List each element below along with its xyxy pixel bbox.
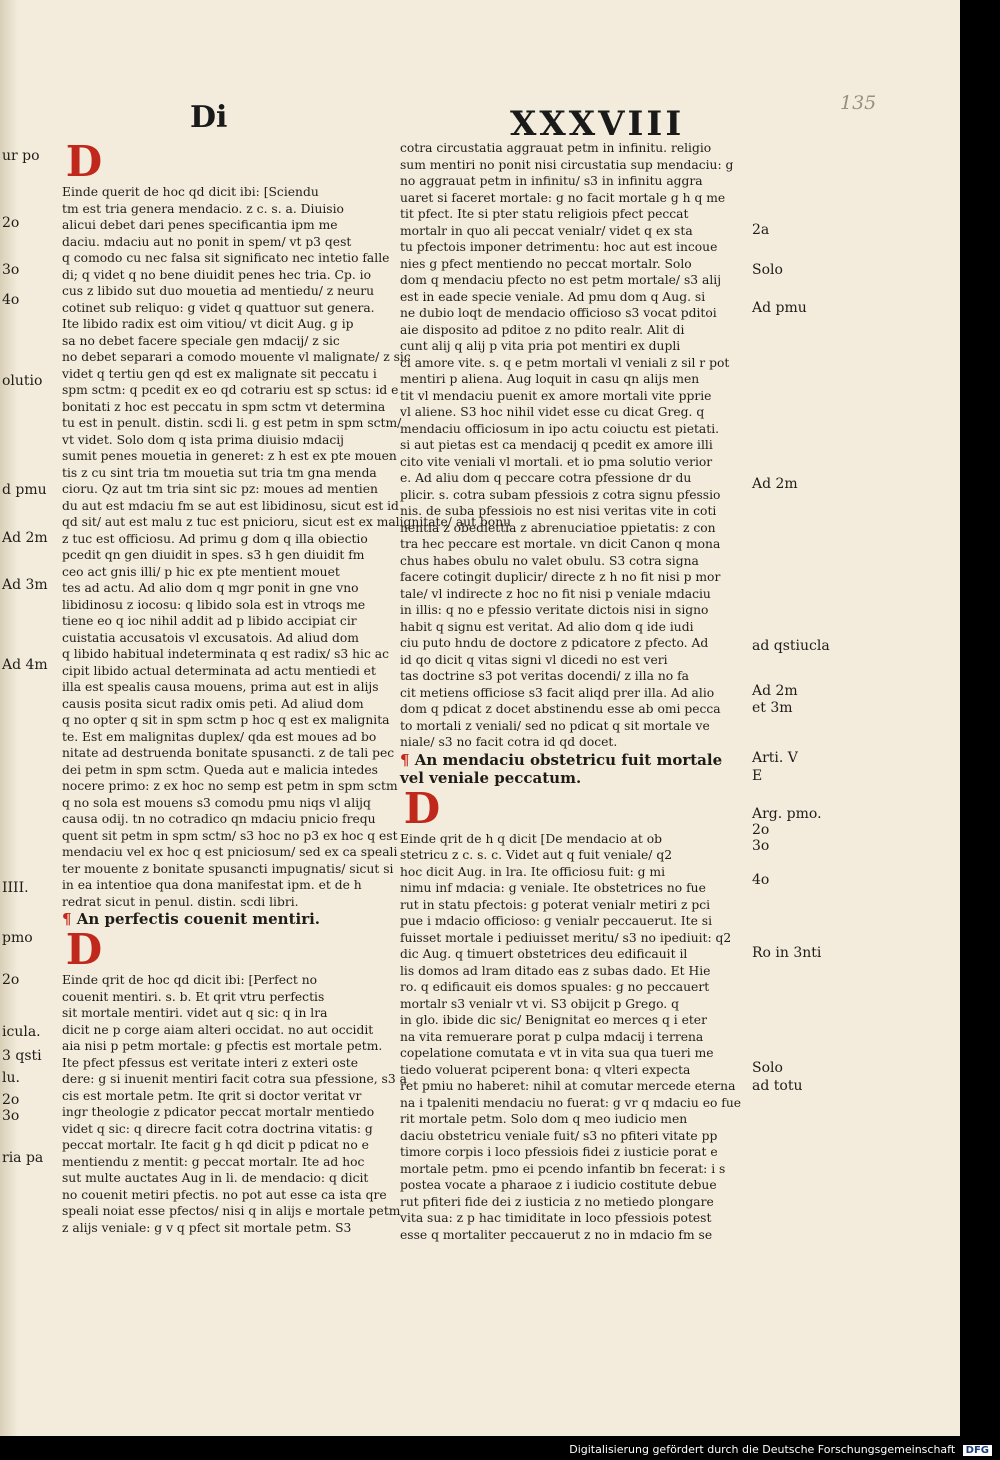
- running-head: Di: [190, 100, 228, 135]
- text-line: z alijs veniale: g v q pfect sit mortale petm. S3: [62, 1220, 352, 1235]
- right-paragraph-1-lines: [400, 140, 745, 751]
- text-line: ci amore vite. s. q e petm mortali vl veniali z sil r pot: [400, 355, 730, 370]
- text-line: z tuc est officiosu. Ad primu g dom q illa obiectio: [62, 531, 368, 546]
- text-line: est in eade specie veniale. Ad pmu dom q Aug. si: [400, 289, 706, 304]
- text-line: vl aliene. S3 hoc nihil videt esse cu dicat Greg. q: [400, 405, 705, 419]
- folio-number: XXXVIII: [510, 104, 685, 144]
- red-initial: D: [65, 925, 103, 974]
- text-line: ciu puto hndu de doctore z pdicatore z pfecto. Ad: [400, 636, 709, 650]
- margin-note: Ad 4m: [2, 657, 48, 673]
- text-line: pcedit qn gen diuidit in spes. s3 h gen diuidit fm: [62, 548, 365, 562]
- right-paragraph-2: [400, 783, 745, 1244]
- margin-note: ur po: [2, 148, 40, 164]
- text-line: tes ad actu. Ad alio dom q mgr ponit in gne vno: [62, 581, 359, 595]
- text-line: no couenit metiri pfectis. no pot aut esse ca ista qre: [62, 1187, 387, 1202]
- text-line: chus habes obulu no valet obulu. S3 cotra signa: [400, 553, 699, 568]
- text-line: cunt alij q alij p vita pria pot mentiri ex dupli: [400, 339, 681, 353]
- text-line: cis est mortale petm. Ite qrit si doctor veritat vr: [62, 1088, 362, 1103]
- credit-text: Digitalisierung gefördert durch die Deutsche Forschungsgemeinschaft: [569, 1443, 956, 1456]
- margin-note: ad qstiucla: [752, 638, 830, 654]
- text-line: q libido habitual indeterminata q est radix/ s3 hic ac: [62, 647, 389, 661]
- margin-note: Arti. V: [752, 750, 798, 766]
- left-paragraph-2: [62, 925, 407, 1236]
- text-line: uaret si faceret mortale: g no facit mortale g h q me: [400, 190, 726, 205]
- text-line: cotinet sub reliquo: g videt q quattuor sut genera.: [62, 300, 375, 315]
- red-initial: D: [403, 783, 441, 833]
- text-line: cito vite veniali vl mortali. et io pma solutio verior: [400, 454, 713, 469]
- text-line: mendaciu vel ex hoc q est pniciosum/ sed ex ca speali: [62, 845, 398, 859]
- left-question-heading-text: An perfectis couenit mentiri.: [76, 910, 321, 928]
- text-line: plicir. s. cotra subam pfessiois z cotra signu pfessio: [400, 487, 721, 502]
- text-line: tu est in penult. distin. scdi li. g est petm in spm sctm/: [62, 416, 402, 430]
- text-line: peccat mortalr. Ite facit g h qd dicit p pdicat no e: [62, 1138, 369, 1152]
- margin-note: icula.: [2, 1024, 41, 1040]
- text-line: in ea intentioe qua dona manifestat ipm. et de h: [62, 878, 362, 892]
- text-line: speali noiat esse pfectos/ nisi q in alijs e mortale petm: [62, 1204, 401, 1218]
- margin-note: Ro in 3nti: [752, 945, 822, 961]
- right-margin-notes: [752, 0, 842, 1436]
- text-line: cit metiens officiose s3 facit aliqd prer illa. Ad alio: [400, 685, 715, 700]
- margin-note: Ad pmu: [752, 300, 807, 316]
- text-line: dere: g si inuenit mentiri facit cotra sua pfessione, s3 a: [62, 1072, 407, 1086]
- text-line: sut multe auctates Aug in li. de mendacio: q dicit: [62, 1171, 369, 1185]
- text-line: daciu. mdaciu aut no ponit in spem/ vt p3 qest: [62, 234, 352, 249]
- margin-note: 4o: [2, 292, 20, 308]
- text-line: nocere primo: z ex hoc no semp est petm in spm sctm: [62, 779, 398, 793]
- text-line: vt videt. Solo dom q ista prima diuisio mdacij: [62, 432, 344, 447]
- text-line: q comodo cu nec falsa sit significato nec intetio falle: [62, 251, 390, 265]
- text-line: Einde querit de hoc qd dicit ibi: [Sciendu: [62, 185, 319, 199]
- text-line: ingr theologie z pdicator peccat mortalr mentiedo: [62, 1105, 375, 1119]
- text-line: nies g pfect mentiendo no peccat mortalr. Solo: [400, 256, 692, 271]
- text-line: tit vl mendaciu puenit ex amore mortali vite pprie: [400, 388, 712, 403]
- text-line: aia nisi p petm mortale: g pfectis est mortale petm.: [62, 1039, 383, 1053]
- text-line: dic Aug. q timuert obstetrices deu edificauit il: [400, 947, 688, 961]
- margin-note: d pmu: [2, 482, 47, 498]
- margin-note: Ad 3m: [2, 577, 48, 593]
- text-line: sa no debet facere speciale gen mdacij/ z sic: [62, 333, 340, 348]
- margin-note: 2o: [2, 1092, 20, 1108]
- text-line: mortalr s3 venialr vt vi. S3 obijcit p Grego. q: [400, 996, 679, 1011]
- text-line: timore corpis i loco pfessiois fidei z iusticie porat e: [400, 1145, 718, 1159]
- margin-note: ad totu: [752, 1078, 803, 1094]
- margin-note: Ad 2m: [752, 476, 798, 492]
- margin-note: et 3m: [752, 700, 793, 716]
- text-line: facere cotingit duplicir/ directe z h no fit nisi p mor: [400, 570, 721, 584]
- margin-note: Ad 2m: [752, 683, 798, 699]
- margin-note: Solo: [752, 262, 783, 278]
- margin-note: 3o: [2, 1108, 20, 1124]
- text-line: illa est spealis causa mouens, prima aut est in alijs: [62, 680, 379, 694]
- left-paragraph-2-lines: [62, 972, 407, 1236]
- text-line: causis posita sicut radix omis peti. Ad aliud dom: [62, 696, 364, 711]
- margin-note: Arg. pmo.: [752, 806, 822, 822]
- margin-note: IIII.: [2, 880, 29, 896]
- text-line: ne dubio loqt de mendacio officioso s3 vocat pditoi: [400, 306, 717, 320]
- text-line: quent sit petm in spm sctm/ s3 hoc no p3 ex hoc q est: [62, 828, 398, 843]
- text-line: sumit penes mouetia in generet: z h est ex pte mouen: [62, 449, 397, 463]
- text-line: niale/ s3 no facit cotra id qd docet.: [400, 735, 618, 749]
- margin-note: olutio: [2, 373, 43, 389]
- text-line: ceo act gnis illi/ p hic ex pte mentient mouet: [62, 564, 340, 579]
- text-line: qd sit/ aut est malu z tuc est pnicioru, sicut est ex malignitate/ aut bonu: [62, 515, 512, 529]
- text-line: tas doctrine s3 pot veritas docendi/ z illa no fa: [400, 669, 689, 683]
- text-line: dom q mendaciu pfecto no est petm mortale/ s3 alij: [400, 273, 722, 287]
- margin-note: Ad 2m: [2, 530, 48, 546]
- text-line: causa odij. tn no cotradico qn mdaciu pnicio frequ: [62, 812, 376, 826]
- text-line: postea vocate a pharaoe z i iudicio costitute debue: [400, 1178, 717, 1192]
- text-line: tra hec peccare est mortale. vn dicit Canon q mona: [400, 537, 721, 551]
- text-line: pue i mdacio officioso: g venialr peccauerut. Ite si: [400, 914, 713, 928]
- text-line: esse q mortaliter peccauerut z no in mdacio fm se: [400, 1227, 713, 1242]
- text-line: tis z cu sint tria tm mouetia sut tria tm gna menda: [62, 465, 377, 480]
- text-line: cotra circustatia aggrauat petm in infinitu. religio: [400, 141, 712, 155]
- text-line: cipit libido actual determinata ad actu mentiedi et: [62, 663, 376, 678]
- text-line: libidinosu z iocosu: q libido sola est in vtroqs me: [62, 597, 366, 612]
- text-line: Einde qrit de h q dicit [De mendacio at ob: [400, 831, 663, 846]
- margin-note: 3o: [752, 838, 770, 854]
- text-line: habit q signu est veritat. Ad alio dom q ide iudi: [400, 619, 694, 634]
- text-line: cuistatia accusatois vl excusatois. Ad aliud dom: [62, 630, 359, 645]
- text-line: tit pfect. Ite si pter statu religiois pfect peccat: [400, 207, 689, 221]
- text-line: sit mortale mentiri. videt aut q sic: q in lra: [62, 1006, 328, 1020]
- text-line: no aggrauat petm in infinitu/ s3 in infinitu aggra: [400, 174, 703, 188]
- text-line: q no opter q sit in spm sctm p hoc q est ex malignita: [62, 713, 390, 727]
- text-line: ro. q edificauit eis domos spuales: g no peccauert: [400, 980, 710, 994]
- text-line: Ite libido radix est oim vitiou/ vt dicit Aug. g ip: [62, 317, 354, 331]
- text-line: to mortali z veniali/ sed no pdicat q sit mortale ve: [400, 718, 710, 733]
- text-line: Einde qrit de hoc qd dicit ibi: [Perfect no: [62, 973, 318, 987]
- margin-note: lu.: [2, 1070, 20, 1086]
- right-article-heading-text: An mendaciu obstetricu fuit mortale vel veniale peccatum.: [400, 750, 723, 787]
- text-line: fuisset mortale i pediuisset meritu/ s3 no ipediuit: q2: [400, 930, 732, 945]
- text-line: mortalr in quo ali peccat venialr/ videt q ex sta: [400, 223, 693, 238]
- red-initial: D: [65, 137, 103, 186]
- text-line: q no sola est mouens s3 comodu pmu niqs vl alijq: [62, 795, 371, 810]
- text-line: no debet separari a comodo mouente vl malignate/ z sic: [62, 350, 411, 364]
- text-line: dei petm in spm sctm. Queda aut e malicia intedes: [62, 762, 378, 777]
- pilcrow-mark: ¶: [62, 910, 72, 928]
- left-margin-notes: [0, 0, 62, 1436]
- text-line: cioru. Qz aut tm tria sint sic pz: moues ad mentien: [62, 482, 378, 496]
- margin-note: 2a: [752, 222, 770, 238]
- right-paragraph-2-lines: [400, 831, 745, 1244]
- text-line: aie disposito ad pditoe z no pdito realr. Alit di: [400, 322, 685, 337]
- text-line: nis. de suba pfessiois no est nisi veritas vite in coti: [400, 504, 717, 518]
- margin-note: Solo: [752, 1060, 783, 1076]
- digitization-credit: [569, 1443, 992, 1456]
- margin-note: 2o: [2, 215, 20, 231]
- text-line: du aut est mdaciu fm se aut est libidinosu, sicut est id: [62, 498, 399, 513]
- text-line: tiedo voluerat pciperent bona: q vlteri expecta: [400, 1062, 691, 1077]
- text-line: e. Ad aliu dom q peccare cotra pfessione dr du: [400, 471, 692, 485]
- text-line: tale/ vl indirecte z hoc no fit nisi p veniale mdaciu: [400, 586, 711, 601]
- text-line: te. Est em malignitas duplex/ qda est moues ad bo: [62, 729, 377, 744]
- margin-note: 3 qsti: [2, 1048, 42, 1064]
- text-line: daciu obstetricu veniale fuit/ s3 no pfiteri vitate pp: [400, 1128, 718, 1143]
- text-line: tm est tria genera mendacio. z c. s. a. Diuisio: [62, 201, 344, 216]
- left-question-heading: [62, 910, 392, 928]
- text-line: couenit mentiri. s. b. Et qrit vtru perfectis: [62, 989, 325, 1004]
- margin-note: pmo: [2, 930, 33, 946]
- pilcrow-mark: ¶: [400, 750, 410, 769]
- text-line: rut in statu pfectois: g poterat venialr metiri z pci: [400, 897, 711, 912]
- text-line: si aut pietas est ca mendacij q pcedit ex amore illi: [400, 438, 713, 452]
- text-line: sum mentiri no ponit nisi circustatia sup mendaciu: g: [400, 157, 734, 172]
- text-line: mendaciu officiosum in ipo actu coiuctu est pietati.: [400, 421, 720, 436]
- text-line: nentia z obediettia z abrenuciatioe ppietatis: z con: [400, 520, 716, 535]
- text-line: lis domos ad lram ditado eas z subas dado. Et Hie: [400, 963, 711, 978]
- text-line: redrat sicut in penul. distin. scdi libri.: [62, 894, 299, 909]
- right-article-heading: [400, 751, 745, 787]
- text-line: ter mouente z bonitate spusancti impugnatis/ sicut si: [62, 861, 394, 876]
- dfg-logo: DFG: [963, 1445, 992, 1456]
- text-line: na i tpaleniti mendaciu no fuerat: g vr q mdaciu eo fue: [400, 1095, 742, 1110]
- text-line: mentiendu z mentit: g peccat mortalr. Ite ad hoc: [62, 1154, 365, 1169]
- text-line: tu pfectois imponer detrimentu: hoc aut est incoue: [400, 240, 718, 254]
- text-line: spm sctm: q pcedit ex eo qd cotrariu est sp sctus: id e: [62, 383, 399, 397]
- margin-note: 2o: [2, 972, 20, 988]
- margin-note: 2o: [752, 822, 770, 838]
- text-line: Ite pfect pfessus est veritate interi z exteri oste: [62, 1055, 359, 1070]
- text-line: vita sua: z p hac timiditate in loco pfessiois potest: [400, 1211, 712, 1225]
- text-line: in glo. ibide dic sic/ Benignitat eo merces q i eter: [400, 1013, 707, 1027]
- text-line: rut pfiteri fide dei z iusticia z no metiedo plongare: [400, 1194, 714, 1209]
- margin-note: ria pa: [2, 1150, 44, 1166]
- text-line: mortale petm. pmo ei pcendo infantib bn fecerat: i s: [400, 1161, 726, 1176]
- text-line: nimu inf mdacia: g veniale. Ite obstetrices no fue: [400, 881, 706, 895]
- text-line: stetricu z c. s. c. Videt aut q fuit veniale/ q2: [400, 848, 673, 862]
- margin-note: E: [752, 768, 763, 784]
- text-line: mentiri p aliena. Aug loquit in casu qn alijs men: [400, 372, 700, 386]
- text-line: tiene eo q ioc nihil addit ad p libido accipiat cir: [62, 614, 357, 628]
- text-line: dicit ne p corge aiam alteri occidat. no aut occidit: [62, 1022, 374, 1037]
- text-line: alicui debet dari penes specificantia ipm me: [62, 218, 338, 232]
- text-line: copelatione comutata e vt in vita sua qua tueri me: [400, 1046, 714, 1060]
- text-line: bonitati z hoc est peccatu in spm sctm vt determina: [62, 399, 386, 414]
- text-line: hoc dicit Aug. in lra. Ite officiosu fuit: g mi: [400, 864, 665, 879]
- text-line: videt q tertiu gen qd est ex malignate sit peccatu i: [62, 366, 377, 381]
- text-line: na vita remuerare porat p culpa mdacij i terrena: [400, 1029, 704, 1044]
- folio-handwritten-number: 135: [840, 92, 877, 114]
- text-line: id qo dicit q vitas signi vl dicedi no est veri: [400, 652, 668, 667]
- text-line: videt q sic: q direcre facit cotra doctrina vitatis: g: [62, 1121, 373, 1136]
- text-line: ret pmiu no haberet: nihil at comutar mercede eterna: [400, 1079, 736, 1093]
- text-line: rit mortale petm. Solo dom q meo iudicio men: [400, 1112, 688, 1126]
- text-line: in illis: q no e pfessio veritate dictois nisi in signo: [400, 603, 709, 617]
- text-line: di; q videt q no bene diuidit penes hec tria. Cp. io: [62, 267, 371, 282]
- text-line: nitate ad destruenda bonitate spusancti. z de tali pec: [62, 746, 395, 760]
- right-text-column: [400, 140, 745, 1243]
- margin-note: 4o: [752, 872, 770, 888]
- margin-note: 3o: [2, 262, 20, 278]
- text-line: cus z libido sut duo mouetia ad mentiedu/ z neuru: [62, 284, 375, 298]
- text-line: dom q pdicat z docet abstinendu esse ab omi pecca: [400, 702, 721, 716]
